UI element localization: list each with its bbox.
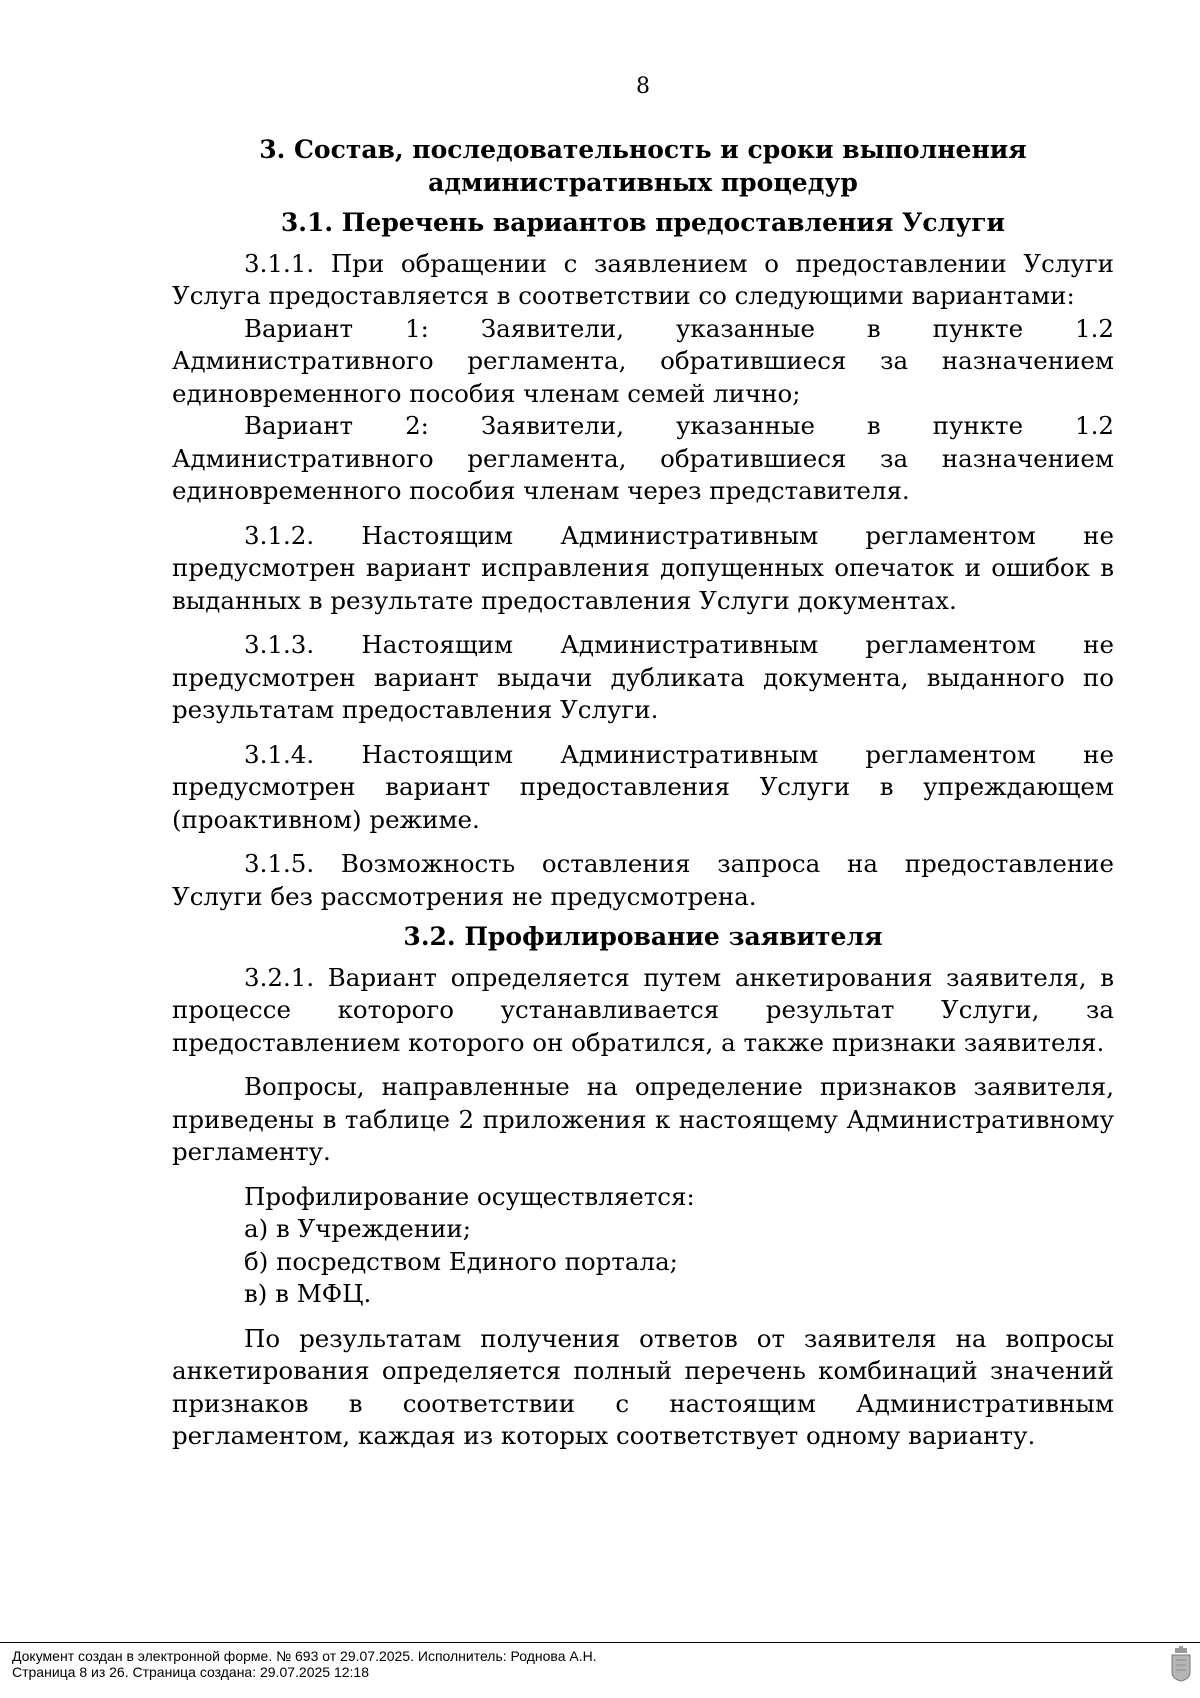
profiling-item: в) в МФЦ. xyxy=(244,1279,372,1308)
paragraph-questions: Вопросы, направленные на определение признаков заявителя, приведены в таблице 2 приложения к настоящему Административному регламенту. xyxy=(172,1072,1114,1166)
profiling-intro: Профилирование осуществляется: xyxy=(244,1181,695,1211)
profiling-item: а) в Учреждении; xyxy=(244,1214,471,1243)
paragraph-3-1-2: 3.1.2. Настоящим Административным регламентом не предусмотрен вариант исправления допущенных опечаток и ошибок в выданных в результате предоставления Услуги документах. xyxy=(172,520,1114,615)
subsection-title-3-1: 3.1. Перечень вариантов предоставления Услуги xyxy=(280,208,1006,237)
paragraph-3-1-3: 3.1.3. Настоящим Административным регламентом не предусмотрен вариант выдачи дубликата документа, выданного по результатам предоставления Услуги. xyxy=(172,630,1114,724)
paragraph-3-1-4: 3.1.4. Настоящим Административным регламентом не предусмотрен вариант предоставления Услуги в упреждающем (проактивном) режиме. xyxy=(172,739,1114,834)
profiling-item: б) посредством Единого портала; xyxy=(244,1246,678,1276)
coat-of-arms-icon xyxy=(1170,1646,1192,1682)
footer-line-2: Страница 8 из 26. Страница создана: 29.07.2025 12:18 xyxy=(12,1664,369,1680)
section-title: 3. Состав, последовательность и сроки выполнения административных процедур xyxy=(259,135,1027,197)
footer-divider xyxy=(0,1642,1200,1643)
subsection-title-3-2: 3.2. Профилирование заявителя xyxy=(403,922,883,951)
variant-1: Вариант 1: Заявители, указанные в пункте 1.2 Административного регламента, обратившиеся за назначением единовременного пособия членам семей лично; xyxy=(172,313,1114,408)
footer xyxy=(12,1648,597,1680)
paragraph-3-2-1: 3.2.1. Вариант определяется путем анкетирования заявителя, в процессе которого устанавливается результат Услуги, за предоставлением которого он обратился, а также признаки заявителя. xyxy=(172,962,1114,1057)
page-number: 8 xyxy=(636,74,650,99)
paragraph-results: По результатам получения ответов от заявителя на вопросы анкетирования определяется полный перечень комбинаций значений признаков в соответствии с настоящим Административным регламентом, каждая из которых соответствует одному варианту. xyxy=(172,1323,1114,1450)
footer-line-1: Документ создан в электронной форме. № 693 от 29.07.2025. Исполнитель: Роднова А.Н. xyxy=(12,1648,597,1664)
variant-2: Вариант 2: Заявители, указанные в пункте 1.2 Административного регламента, обратившиеся за назначением единовременного пособия членам через представителя. xyxy=(172,411,1114,505)
paragraph-3-1-5: 3.1.5. Возможность оставления запроса на предоставление Услуги без рассмотрения не предусмотрена. xyxy=(172,849,1114,911)
paragraph-3-1-1: 3.1.1. При обращении с заявлением о предоставлении Услуги Услуга предоставляется в соответствии со следующими вариантами: xyxy=(172,248,1114,310)
document-body xyxy=(172,134,1114,1453)
